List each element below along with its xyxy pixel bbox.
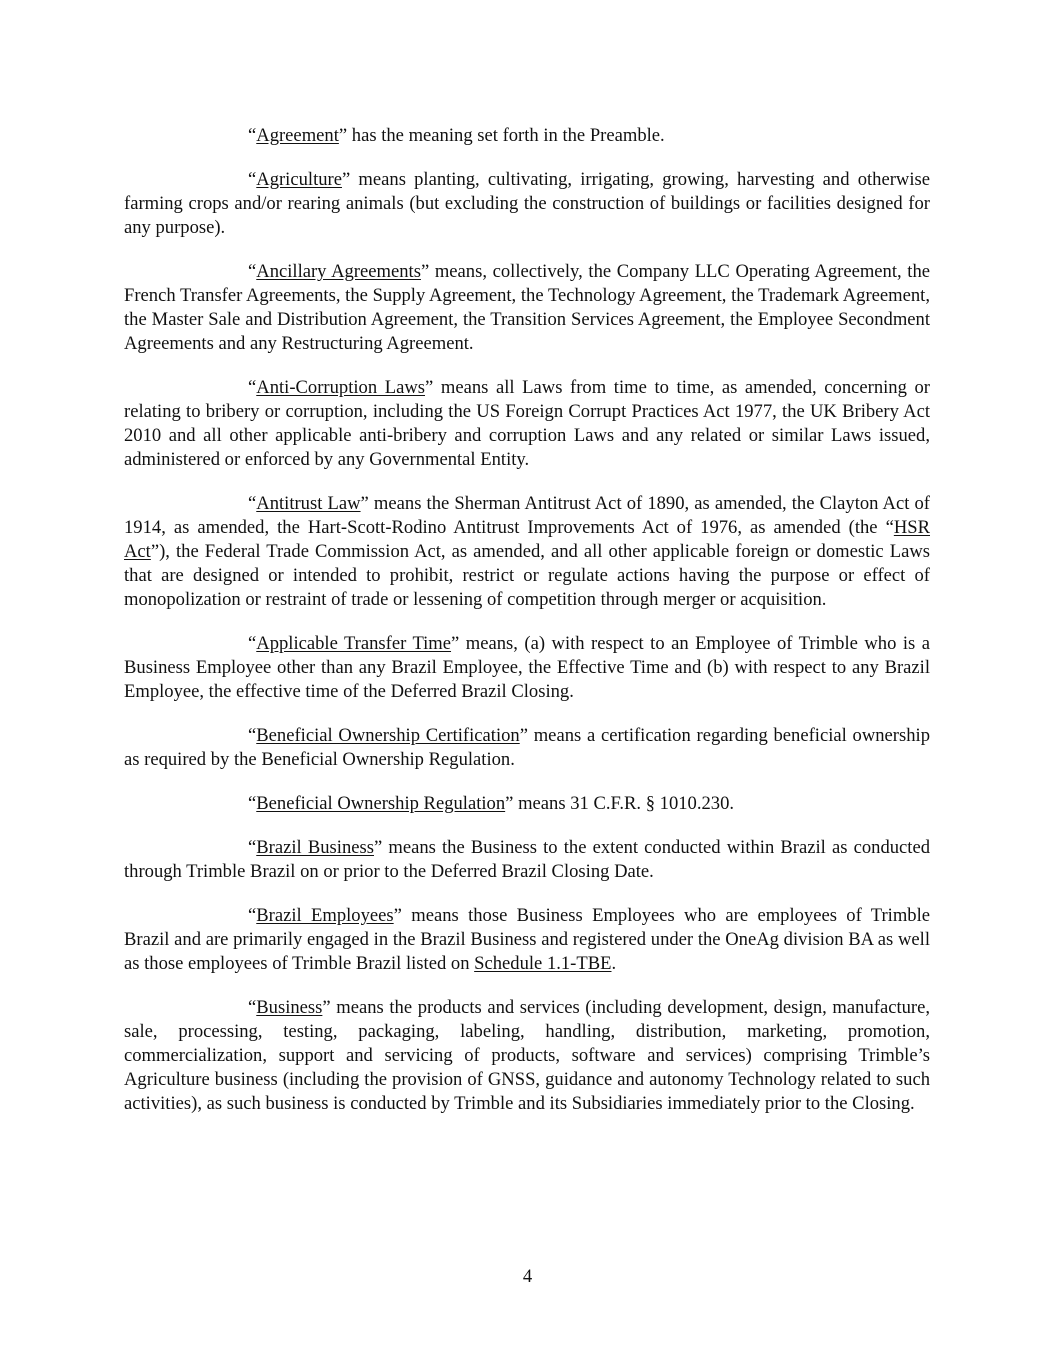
- definition-text: means, collectively, the Company LLC Operating Agreement, the French Transfer Agreements, the Supply Agreement, the Technology Agreement, the Trademark Agreement, the Master Sale and Distribution Agreement, the Transition Services Agreement, the Employee Secondment Agreements and any Restructuring Agreement.: [124, 261, 930, 354]
- defined-term: Business: [256, 997, 323, 1018]
- defined-term: Brazil Business: [256, 837, 374, 858]
- definition-applicable-transfer-time: “Applicable Transfer Time” means, (a) with respect to an Employee of Trimble who is a Business Employee other than any Brazil Employee, the Effective Time and (b) with respect to any Brazil Employee, the effective time of the Deferred Brazil Closing.: [124, 633, 930, 702]
- definition-text: means planting, cultivating, irrigating, growing, harvesting and otherwise farming crops and/or rearing animals (but excluding the construction of buildings or facilities designed for any purpose).: [124, 169, 930, 238]
- definition-brazil-employees: “Brazil Employees” means those Business Employees who are employees of Trimble Brazil and are primarily engaged in the Brazil Business and registered under the OneAg division BA as well as those employees of Trimble Brazil listed on Schedule 1.1-TBE.: [124, 905, 931, 974]
- defined-term: Beneficial Ownership Certification: [256, 725, 520, 746]
- defined-subterm: HSR Act: [124, 517, 930, 562]
- definition-text: means, (a) with respect to an Employee of Trimble who is a Business Employee other than any Brazil Employee, the Effective Time and (b) with respect to any Brazil Employee, the effective time of the Deferred Brazil Closing.: [124, 633, 930, 702]
- definition-antitrust-law: “Antitrust Law” means the Sherman Antitrust Act of 1890, as amended, the Clayton Act of 1914, as amended, the Hart-Scott-Rodino Antitrust Improvements Act of 1976, as amended (the “HSR Act”), the Federal Trade Commission Act, as amended, and all other applicable foreign or domestic Laws that are designed or intended to prohibit, restrict or regulate actions having the purpose or effect of monopolization or restraint of trade or lessening of competition through merger or acquisition.: [124, 493, 931, 610]
- document-page: [124, 124, 930, 1136]
- defined-term: Brazil Employees: [256, 905, 394, 926]
- defined-term: Agreement: [256, 125, 339, 146]
- defined-term: Applicable Transfer Time: [256, 633, 452, 654]
- definition-beneficial-ownership-certification: “Beneficial Ownership Certification” means a certification regarding beneficial ownership as required by the Beneficial Ownership Regulation.: [124, 725, 930, 770]
- defined-term: Agriculture: [256, 169, 342, 190]
- definition-ancillary-agreements: “Ancillary Agreements” means, collectively, the Company LLC Operating Agreement, the French Transfer Agreements, the Supply Agreement, the Technology Agreement, the Trademark Agreement, the Master Sale and Distribution Agreement, the Transition Services Agreement, the Employee Secondment Agreements and any Restructuring Agreement.: [124, 261, 930, 354]
- definition-agriculture: “Agriculture” means planting, cultivating, irrigating, growing, harvesting and otherwise farming crops and/or rearing animals (but excluding the construction of buildings or facilities designed for any purpose).: [124, 169, 930, 238]
- definition-text: means the products and services (including development, design, manufacture, sale, processing, testing, packaging, labeling, handling, distribution, marketing, promotion, commercialization, support and servicing of products, software and services) comprising Trimble’s Agriculture business (including the provision of GNSS, guidance and autonomy Technology related to such activities), as such business is conducted by Trimble and its Subsidiaries immediately prior to the Closing.: [124, 997, 930, 1114]
- definition-agreement: “Agreement” has the meaning set forth in the Preamble.: [248, 125, 665, 146]
- definition-business: “Business” means the products and services (including development, design, manufacture, sale, processing, testing, packaging, labeling, handling, distribution, marketing, promotion, commercialization, support and servicing of products, software and services) comprising Trimble’s Agriculture business (including the provision of GNSS, guidance and autonomy Technology related to such activities), as such business is conducted by Trimble and its Subsidiaries immediately prior to the Closing.: [124, 997, 930, 1114]
- defined-term: Anti-Corruption Laws: [256, 377, 425, 398]
- definition-brazil-business: “Brazil Business” means the Business to the extent conducted within Brazil as conducted through Trimble Brazil on or prior to the Deferred Brazil Closing Date.: [124, 837, 931, 882]
- definition-text: means the Business to the extent conducted within Brazil as conducted through Trimble Brazil on or prior to the Deferred Brazil Closing Date.: [124, 837, 931, 882]
- definition-beneficial-ownership-regulation: “Beneficial Ownership Regulation” means 31 C.F.R. § 1010.230.: [248, 793, 735, 814]
- defined-term: Antitrust Law: [256, 493, 361, 514]
- page-number: 4: [522, 1266, 533, 1287]
- definition-text: means the Sherman Antitrust Act of 1890, as amended, the Clayton Act of 1914, as amended, the Hart-Scott-Rodino Antitrust Improvements Act of 1976, as amended (the “: [124, 493, 931, 538]
- definition-anti-corruption-laws: “Anti-Corruption Laws” means all Laws from time to time, as amended, concerning or relating to bribery or corruption, including the US Foreign Corrupt Practices Act 1977, the UK Bribery Act 2010 and all other applicable anti-bribery and corruption Laws and any related or similar Laws issued, administered or enforced by any Governmental Entity.: [124, 377, 930, 470]
- definition-text: has the meaning set forth in the Preamble.: [347, 125, 665, 146]
- definition-text: means a certification regarding beneficial ownership as required by the Beneficial Ownership Regulation.: [124, 725, 930, 770]
- definition-text: means 31 C.F.R. § 1010.230.: [513, 793, 735, 814]
- defined-term: Beneficial Ownership Regulation: [256, 793, 506, 814]
- definition-text: means all Laws from time to time, as amended, concerning or relating to bribery or corruption, including the US Foreign Corrupt Practices Act 1977, the UK Bribery Act 2010 and all other applicable anti-bribery and corruption Laws and any related or similar Laws issued, administered or enforced by any Governmental Entity.: [124, 377, 930, 470]
- defined-term: Ancillary Agreements: [256, 261, 421, 282]
- schedule-reference: Schedule 1.1-TBE: [474, 953, 612, 974]
- definition-text: ”), the Federal Trade Commission Act, as amended, and all other applicable foreign or domestic Laws that are designed or intended to prohibit, restrict or regulate actions having the purpose or effect of monopolization or restraint of trade or lessening of competition through merger or acquisition.: [124, 541, 930, 610]
- definition-text: means those Business Employees who are employees of Trimble Brazil and are primarily engaged in the Brazil Business and registered under the OneAg division BA as well as those employees of Trimble Brazil listed on: [124, 905, 931, 974]
